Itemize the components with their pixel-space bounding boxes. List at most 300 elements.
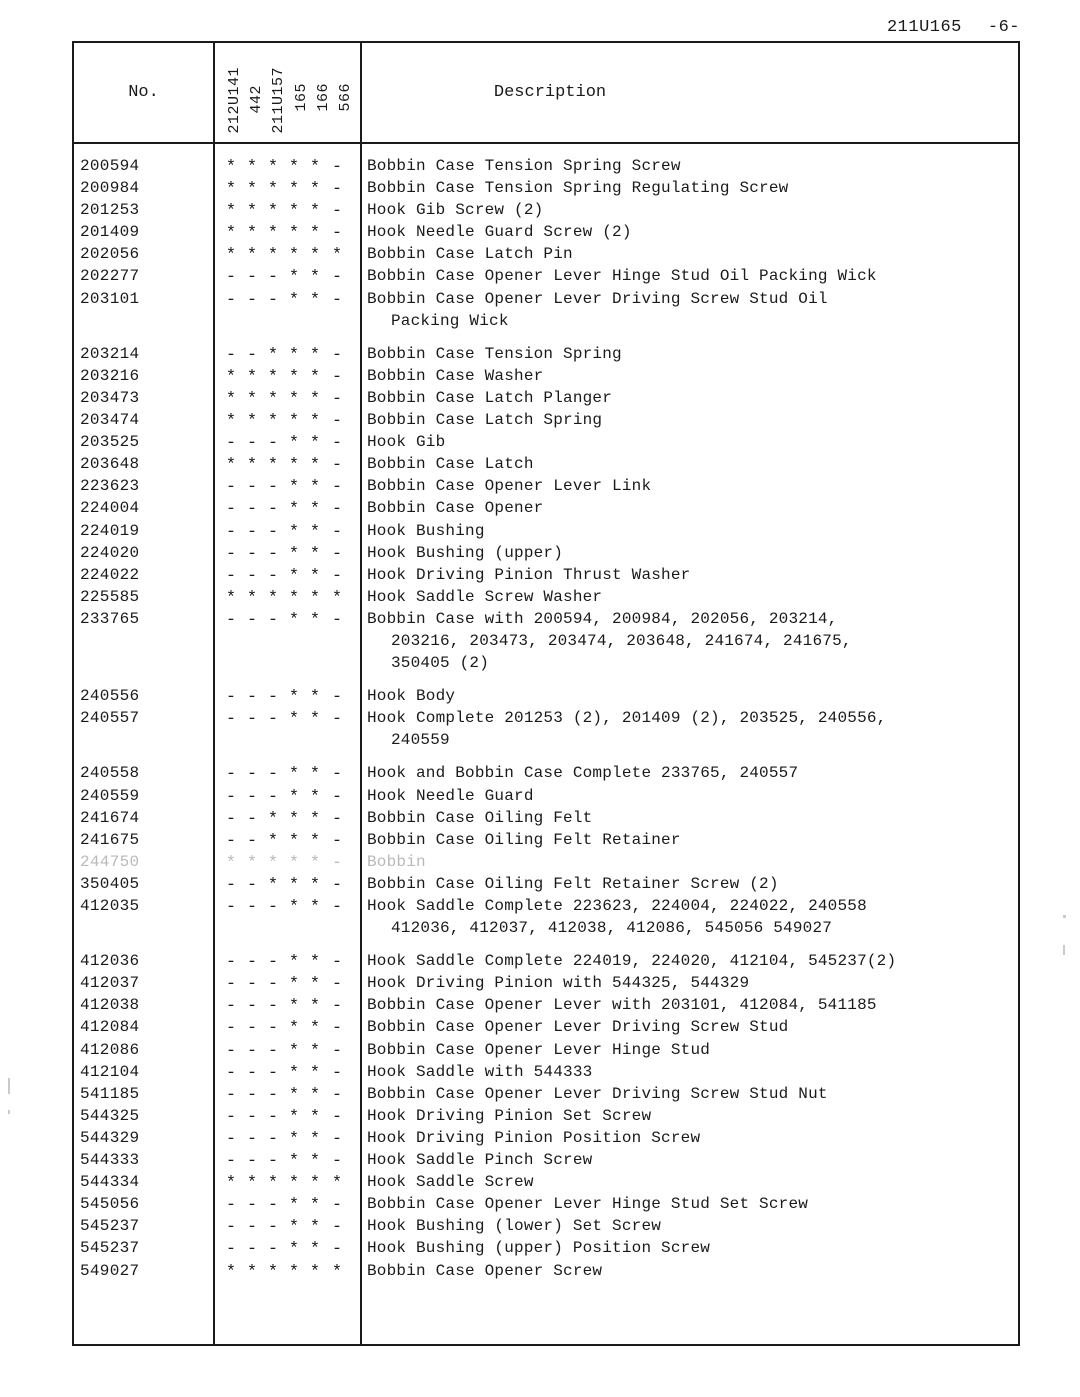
mark-applicable: * [267, 158, 279, 177]
mark-not-applicable: - [246, 290, 258, 310]
mark-applicable: * [288, 787, 300, 807]
mark-applicable: * [288, 224, 300, 244]
mark-applicable: * [267, 389, 279, 409]
model-applicability-marks [215, 809, 360, 831]
part-description: Bobbin Case Opener Screw [367, 1261, 603, 1280]
mark-not-applicable: - [246, 1196, 258, 1216]
mark-not-applicable: - [246, 765, 258, 785]
mark-not-applicable: - [225, 787, 237, 807]
mark-not-applicable: - [331, 610, 343, 630]
table-row [74, 522, 1018, 544]
mark-not-applicable: - [267, 953, 279, 973]
model-applicability-marks [215, 1195, 360, 1217]
mark-not-applicable: - [246, 1085, 258, 1105]
part-number: 412036 [80, 952, 140, 971]
table-row [74, 455, 1018, 477]
model-applicability-marks [215, 201, 360, 223]
mark-not-applicable: - [246, 478, 258, 498]
mark-applicable: * [331, 1262, 343, 1282]
mark-applicable: * [288, 610, 300, 630]
mark-applicable: * [288, 367, 300, 387]
mark-applicable: * [309, 898, 321, 917]
table-row [74, 610, 1018, 632]
mark-applicable: * [288, 1174, 300, 1194]
table-row [74, 345, 1018, 367]
mark-not-applicable: - [225, 975, 237, 995]
mark-not-applicable: - [246, 787, 258, 807]
mark-applicable: * [288, 1041, 300, 1061]
mark-not-applicable: - [225, 688, 237, 708]
mark-not-applicable: - [246, 809, 258, 829]
mark-applicable: * [309, 478, 321, 498]
mark-applicable: * [246, 1174, 258, 1194]
mark-applicable: * [225, 224, 237, 244]
mark-applicable: * [309, 588, 321, 608]
mark-applicable: * [225, 853, 237, 873]
mark-not-applicable: - [267, 1240, 279, 1260]
table-row [74, 499, 1018, 521]
mark-not-applicable: - [331, 180, 343, 200]
part-description-continuation-text: 240559 [391, 731, 450, 750]
mark-not-applicable: - [225, 809, 237, 829]
part-description-continuation [74, 312, 1018, 334]
part-number: 244750 [80, 852, 140, 871]
mark-applicable: * [246, 180, 258, 200]
mark-applicable: * [225, 367, 237, 387]
model-header-442: 442 [248, 85, 265, 114]
mark-applicable: * [267, 853, 279, 873]
mark-not-applicable: - [246, 1240, 258, 1260]
mark-not-applicable: - [225, 1196, 237, 1216]
table-row [74, 1195, 1018, 1217]
mark-not-applicable: - [331, 787, 343, 807]
mark-applicable: * [288, 588, 300, 608]
mark-applicable: * [288, 180, 300, 200]
mark-applicable: * [246, 853, 258, 873]
mark-applicable: * [309, 688, 321, 708]
mark-not-applicable: - [246, 1063, 258, 1083]
table-row [74, 544, 1018, 566]
model-applicability-marks [215, 831, 360, 853]
model-applicability-marks [215, 1262, 360, 1284]
mark-not-applicable: - [225, 1218, 237, 1238]
mark-applicable: * [331, 246, 343, 266]
mark-not-applicable: - [331, 1019, 343, 1039]
mark-not-applicable: - [225, 268, 237, 288]
mark-applicable: * [288, 953, 300, 973]
mark-applicable: * [246, 158, 258, 177]
part-description-continuation [74, 731, 1018, 753]
mark-applicable: * [288, 345, 300, 365]
mark-applicable: * [267, 224, 279, 244]
mark-not-applicable: - [225, 478, 237, 498]
part-description: Hook Driving Pinion Position Screw [367, 1128, 701, 1147]
scan-speckle [1063, 945, 1065, 955]
mark-not-applicable: - [267, 500, 279, 520]
mark-applicable: * [225, 456, 237, 476]
mark-not-applicable: - [331, 1152, 343, 1172]
mark-applicable: * [309, 456, 321, 476]
model-applicability-marks [215, 853, 360, 875]
mark-applicable: * [309, 500, 321, 520]
part-description: Bobbin Case Latch Pin [367, 245, 573, 264]
table-row [74, 290, 1018, 312]
model-applicability-marks [215, 367, 360, 389]
mark-applicable: * [331, 588, 343, 608]
mark-not-applicable: - [331, 875, 343, 895]
model-applicability-marks [215, 455, 360, 477]
mark-applicable: * [309, 268, 321, 288]
mark-not-applicable: - [331, 500, 343, 520]
table-row [74, 588, 1018, 610]
model-applicability-marks [215, 1041, 360, 1063]
mark-applicable: * [309, 997, 321, 1017]
mark-not-applicable: - [331, 345, 343, 365]
model-applicability-marks [215, 499, 360, 521]
model-applicability-marks [215, 709, 360, 731]
mark-not-applicable: - [267, 975, 279, 995]
mark-applicable: * [309, 434, 321, 454]
table-row [74, 1239, 1018, 1261]
part-description: Hook Saddle Screw [367, 1173, 534, 1192]
part-description: Bobbin Case Opener [367, 499, 544, 518]
model-applicability-marks [215, 290, 360, 312]
part-description: Bobbin Case Opener Lever Driving Screw Stud Oil [367, 289, 828, 308]
table-header-row [74, 43, 1018, 142]
part-description: Bobbin Case Oiling Felt [367, 808, 593, 827]
part-description: Bobbin Case Opener Lever with 203101, 412084, 541185 [367, 996, 877, 1015]
table-row [74, 996, 1018, 1018]
mark-applicable: * [267, 202, 279, 222]
mark-not-applicable: - [331, 853, 343, 873]
mark-applicable: * [267, 1262, 279, 1282]
mark-not-applicable: - [246, 268, 258, 288]
mark-not-applicable: - [331, 544, 343, 564]
mark-applicable: * [309, 1174, 321, 1194]
mark-applicable: * [309, 1041, 321, 1061]
part-number: 545237 [80, 1217, 140, 1236]
part-number: 224004 [80, 499, 140, 518]
mark-applicable: * [246, 389, 258, 409]
mark-applicable: * [309, 412, 321, 432]
mark-applicable: * [309, 1262, 321, 1282]
table-row [74, 367, 1018, 389]
part-number: 203216 [80, 366, 140, 385]
table-row [74, 897, 1018, 919]
part-number: 541185 [80, 1084, 140, 1103]
part-description: Bobbin Case Tension Spring [367, 344, 622, 363]
mark-applicable: * [225, 588, 237, 608]
mark-not-applicable: - [246, 875, 258, 895]
model-header-165: 165 [293, 83, 310, 112]
part-description: Bobbin Case Tension Spring Screw [367, 157, 681, 175]
mark-applicable: * [288, 975, 300, 995]
mark-not-applicable: - [246, 1218, 258, 1238]
mark-not-applicable: - [246, 610, 258, 630]
mark-applicable: * [288, 500, 300, 520]
table-row [74, 1018, 1018, 1040]
mark-applicable: * [288, 434, 300, 454]
mark-applicable: * [267, 875, 279, 895]
mark-applicable: * [288, 1152, 300, 1172]
mark-applicable: * [246, 202, 258, 222]
part-number: 545237 [80, 1239, 140, 1258]
mark-not-applicable: - [331, 367, 343, 387]
mark-applicable: * [225, 246, 237, 266]
part-description: Bobbin Case Latch Spring [367, 411, 603, 430]
mark-applicable: * [309, 566, 321, 586]
part-number: 201253 [80, 201, 140, 220]
mark-not-applicable: - [267, 290, 279, 310]
mark-not-applicable: - [331, 566, 343, 586]
model-applicability-marks [215, 522, 360, 544]
part-description: Bobbin Case with 200594, 200984, 202056, 203214, [367, 609, 838, 628]
mark-not-applicable: - [267, 1019, 279, 1039]
table-row [74, 157, 1018, 179]
model-applicability-marks [215, 267, 360, 289]
mark-applicable: * [288, 831, 300, 851]
part-description-continuation-text: 350405 (2) [391, 654, 490, 673]
mark-applicable: * [309, 544, 321, 564]
mark-not-applicable: - [331, 975, 343, 995]
mark-not-applicable: - [267, 566, 279, 586]
part-description: Hook Bushing (lower) Set Screw [367, 1217, 662, 1236]
mark-applicable: * [267, 412, 279, 432]
page-header [887, 18, 1020, 37]
mark-not-applicable: - [246, 522, 258, 542]
mark-not-applicable: - [331, 809, 343, 829]
mark-applicable: * [288, 1196, 300, 1216]
mark-applicable: * [331, 1174, 343, 1194]
table-row [74, 809, 1018, 831]
mark-not-applicable: - [246, 975, 258, 995]
mark-not-applicable: - [267, 765, 279, 785]
part-number: 545056 [80, 1195, 140, 1214]
mark-not-applicable: - [267, 522, 279, 542]
model-applicability-marks [215, 1107, 360, 1129]
page-number: -6- [987, 18, 1020, 37]
mark-applicable: * [288, 478, 300, 498]
mark-not-applicable: - [246, 1019, 258, 1039]
part-number: 240556 [80, 687, 140, 706]
mark-applicable: * [288, 1063, 300, 1083]
part-description: Hook Needle Guard Screw (2) [367, 223, 632, 242]
mark-not-applicable: - [246, 566, 258, 586]
mark-applicable: * [267, 456, 279, 476]
mark-not-applicable: - [225, 1063, 237, 1083]
part-description-continuation-text: Packing Wick [391, 311, 509, 330]
mark-not-applicable: - [331, 434, 343, 454]
part-description: Bobbin Case Washer [367, 366, 544, 385]
mark-not-applicable: - [246, 434, 258, 454]
part-description: Hook Saddle with 544333 [367, 1062, 593, 1081]
document-number: 211U165 [886, 18, 962, 37]
part-description: Hook Saddle Complete 224019, 224020, 412104, 545237(2) [367, 952, 897, 971]
model-applicability-marks [215, 610, 360, 632]
part-number: 240559 [80, 786, 140, 805]
model-applicability-marks [215, 1129, 360, 1151]
mark-applicable: * [309, 1107, 321, 1127]
table-row [74, 1041, 1018, 1063]
part-number: 203214 [80, 344, 140, 363]
mark-not-applicable: - [267, 1041, 279, 1061]
part-number: 241674 [80, 808, 140, 827]
mark-not-applicable: - [267, 1196, 279, 1216]
mark-not-applicable: - [267, 434, 279, 454]
mark-not-applicable: - [246, 688, 258, 708]
model-applicability-marks [215, 544, 360, 566]
mark-applicable: * [309, 389, 321, 409]
model-applicability-marks [215, 157, 360, 179]
table-row [74, 709, 1018, 731]
mark-not-applicable: - [225, 434, 237, 454]
model-header-211u157: 211U157 [270, 67, 287, 134]
mark-not-applicable: - [331, 224, 343, 244]
table-row [74, 853, 1018, 875]
part-description: Hook Needle Guard [367, 786, 534, 805]
mark-applicable: * [309, 367, 321, 387]
model-applicability-marks [215, 223, 360, 245]
part-number: 544333 [80, 1151, 140, 1170]
mark-not-applicable: - [267, 1107, 279, 1127]
mark-applicable: * [225, 158, 237, 177]
part-number: 412084 [80, 1018, 140, 1037]
mark-not-applicable: - [225, 1041, 237, 1061]
mark-applicable: * [288, 158, 300, 177]
mark-applicable: * [309, 158, 321, 177]
mark-applicable: * [267, 809, 279, 829]
part-description: Bobbin Case Opener Lever Link [367, 477, 652, 496]
mark-applicable: * [288, 1085, 300, 1105]
part-number: 202056 [80, 245, 140, 264]
mark-not-applicable: - [331, 688, 343, 708]
part-number: 241675 [80, 830, 140, 849]
part-number: 203473 [80, 388, 140, 407]
table-row [74, 687, 1018, 709]
part-description: Hook Driving Pinion with 544325, 544329 [367, 974, 750, 993]
mark-applicable: * [225, 412, 237, 432]
mark-applicable: * [309, 831, 321, 851]
mark-not-applicable: - [225, 610, 237, 630]
table-row [74, 1063, 1018, 1085]
mark-not-applicable: - [225, 1019, 237, 1039]
table-row [74, 1085, 1018, 1107]
model-applicability-marks [215, 687, 360, 709]
table-row [74, 179, 1018, 201]
mark-applicable: * [309, 246, 321, 266]
part-number: 549027 [80, 1261, 140, 1280]
part-number: 412038 [80, 996, 140, 1015]
part-description: Hook Complete 201253 (2), 201409 (2), 203525, 240556, [367, 709, 887, 728]
mark-applicable: * [309, 610, 321, 630]
mark-applicable: * [288, 246, 300, 266]
mark-not-applicable: - [267, 478, 279, 498]
mark-applicable: * [309, 787, 321, 807]
mark-not-applicable: - [331, 478, 343, 498]
table-row [74, 223, 1018, 245]
part-description: Bobbin Case Opener Lever Hinge Stud [367, 1040, 711, 1059]
mark-applicable: * [288, 456, 300, 476]
part-description: Bobbin Case Oiling Felt Retainer [367, 830, 681, 849]
mark-not-applicable: - [246, 710, 258, 730]
part-description: Bobbin Case Tension Spring Regulating Screw [367, 179, 789, 198]
mark-not-applicable: - [225, 710, 237, 730]
mark-not-applicable: - [246, 1152, 258, 1172]
part-number: 203101 [80, 289, 140, 308]
part-number: 225585 [80, 587, 140, 606]
mark-applicable: * [288, 765, 300, 785]
mark-not-applicable: - [225, 898, 237, 917]
part-description-continuation [74, 919, 1018, 941]
table-row [74, 1151, 1018, 1173]
mark-applicable: * [309, 953, 321, 973]
mark-not-applicable: - [225, 875, 237, 895]
mark-not-applicable: - [267, 1063, 279, 1083]
part-description: Hook Saddle Screw Washer [367, 587, 603, 606]
model-applicability-marks [215, 1085, 360, 1107]
model-applicability-marks [215, 1018, 360, 1040]
mark-not-applicable: - [331, 1107, 343, 1127]
table-row [74, 389, 1018, 411]
model-applicability-marks [215, 996, 360, 1018]
mark-not-applicable: - [225, 997, 237, 1017]
part-description: Hook Saddle Pinch Screw [367, 1151, 593, 1170]
table-body [74, 144, 1018, 1344]
model-applicability-marks [215, 897, 360, 919]
mark-not-applicable: - [331, 1129, 343, 1149]
mark-not-applicable: - [246, 1041, 258, 1061]
mark-not-applicable: - [225, 345, 237, 365]
mark-applicable: * [288, 268, 300, 288]
mark-not-applicable: - [246, 997, 258, 1017]
part-number: 412037 [80, 974, 140, 993]
mark-not-applicable: - [331, 522, 343, 542]
part-number: 200984 [80, 179, 140, 198]
part-description: Bobbin Case Oiling Felt Retainer Screw (2) [367, 874, 779, 893]
model-applicability-marks [215, 345, 360, 367]
model-applicability-marks [215, 179, 360, 201]
mark-applicable: * [309, 1196, 321, 1216]
part-description: Bobbin Case Latch Planger [367, 388, 613, 407]
mark-not-applicable: - [225, 500, 237, 520]
part-description-continuation [74, 654, 1018, 676]
column-header-number [74, 43, 213, 142]
part-description: Hook Driving Pinion Thrust Washer [367, 565, 691, 584]
part-number: 412035 [80, 897, 140, 915]
mark-applicable: * [309, 1085, 321, 1105]
mark-not-applicable: - [267, 1218, 279, 1238]
table-row [74, 267, 1018, 289]
mark-applicable: * [309, 224, 321, 244]
mark-applicable: * [309, 1019, 321, 1039]
mark-not-applicable: - [267, 1129, 279, 1149]
part-description-continuation-text: 412036, 412037, 412038, 412086, 545056 549027 [391, 919, 833, 938]
mark-applicable: * [288, 202, 300, 222]
mark-applicable: * [246, 246, 258, 266]
part-number: 224022 [80, 565, 140, 584]
part-number: 240558 [80, 764, 140, 783]
model-applicability-marks [215, 389, 360, 411]
mark-not-applicable: - [246, 831, 258, 851]
mark-not-applicable: - [246, 1129, 258, 1149]
mark-not-applicable: - [225, 953, 237, 973]
mark-applicable: * [288, 1129, 300, 1149]
mark-applicable: * [267, 588, 279, 608]
part-description: Hook Bushing [367, 521, 485, 540]
column-header-models [215, 43, 360, 142]
mark-not-applicable: - [225, 1152, 237, 1172]
mark-not-applicable: - [331, 268, 343, 288]
